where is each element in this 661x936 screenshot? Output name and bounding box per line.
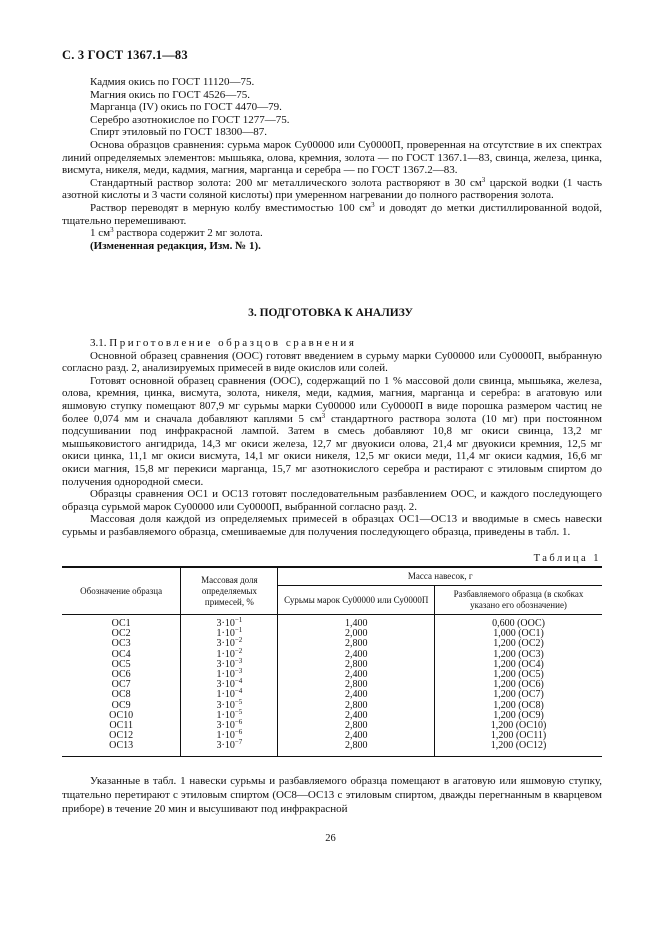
reagent-item: Кадмия окись по ГОСТ 11120—75. — [90, 76, 255, 88]
header-sample: Обозначение образца — [62, 567, 181, 615]
paragraph-mass-fraction: Массовая доля каждой из определяемых примесей в образцах ОС1—ОС13 и вводимые в смесь навески сурьмы и разбавляемого образца, смешиваемые для получения последующего образца, приведены в табл. 1. — [62, 513, 602, 538]
fraction-exponent: −4 — [234, 677, 243, 686]
cell-antimony-mass: 2,800 — [278, 680, 435, 690]
subsection-number: 3.1. — [90, 337, 110, 349]
text-fragment: стандартного раствора золота (10 мг) при постоянном подсушивании под инфракрасной лампой. Затем в смесь добавляют 10,8 мг окиси свинца, 13,2 мг мышьяковистого ангидрида, 14,3 мг окиси железа, 12,7 мг двуокиси олова, 21,4 мг двуокиси кремния, 12,5 мг окиси цинка, 11,1 мг окиси висмута, 14,1 мг окиси никеля, 12,5 мг окиси меди, 11,4 мг окиси кадмия, 16,6 мг окиси магния, 15,8 мг перекиси марганца, 15,7 мг азотнокислого серебра и растирают с этиловым спиртом до получения однородной смеси. — [62, 412, 602, 488]
fraction-mantissa: 1·10 — [216, 730, 235, 742]
header-antimony: Сурьмы марок Су00000 или Су0000П — [278, 586, 435, 615]
cell-sample: ОС9 — [62, 701, 181, 711]
fraction-exponent: −6 — [234, 718, 243, 727]
fraction-mantissa: 1·10 — [216, 689, 235, 701]
cell-antimony-mass: 2,800 — [278, 639, 435, 649]
paragraph-comparison-base: Основа образцов сравнения: сурьма марок Су00000 или Су0000П, проверенная на отсутствие в их спектрах линий определяемых элементов: мышьяка, олова, кремния, золота — по ГОСТ 1367.1—83, свинца, железа, цинка, висмута, никеля, меди, кадмия, магния, марганца и серебра — по ГОСТ 1367.2—83. — [62, 138, 602, 177]
page-header: С. 3 ГОСТ 1367.1—83 — [62, 48, 188, 62]
cell-sample: ОС1 — [62, 615, 181, 630]
fraction-mantissa: 3·10 — [216, 740, 235, 752]
amendment-note: (Измененная редакция, Изм. № 1). — [90, 239, 261, 252]
fraction-exponent: −3 — [234, 667, 243, 676]
paragraph-gold-solution — [62, 177, 602, 202]
cell-sample: ОС5 — [62, 660, 181, 670]
fraction-exponent: −3 — [234, 656, 243, 665]
superscript: 3 — [110, 226, 114, 235]
cell-antimony-mass: 2,400 — [278, 670, 435, 680]
cell-diluted-mass: 1,200 (ОС10) — [490, 720, 547, 732]
section-3-body — [62, 337, 602, 539]
fraction-exponent: −5 — [234, 707, 243, 716]
cell-diluted-mass: 1,200 (ОС3) — [493, 648, 544, 660]
paragraph-after-table — [62, 774, 602, 817]
cell-sample: ОС11 — [62, 721, 181, 731]
header-mass-group: Масса навесок, г — [278, 567, 602, 586]
reagent-item: Серебро азотнокислое по ГОСТ 1277—75. — [90, 113, 290, 126]
cell-diluted-mass: 1,200 (ОС2) — [493, 638, 544, 650]
text-fragment: Указанные в табл. 1 навески сурьмы и разбавляемого образца помещают в агатовую или яшмовую ступку, тщательно перетирают с этиловым спиртом (ОС8—ОС13 с этиловым спиртом, дважды перегнанным в кварцевом приборе) в течение 20 мин и высушивают под инфракрасной — [62, 775, 602, 816]
header-diluted: Разбавляемого образца (в скобках указано его обозначение) — [435, 586, 602, 615]
paragraph-flask — [62, 202, 602, 227]
cell-diluted-mass: 1,200 (ОС7) — [493, 689, 544, 701]
cell-diluted-mass: 0,600 (ООС) — [492, 618, 545, 629]
cell-diluted-mass: 1,200 (ОС11) — [490, 730, 547, 742]
cell-sample: ОС8 — [62, 690, 181, 700]
header-mass-fraction: Массовая доля определяемых примесей, % — [181, 567, 278, 615]
superscript: 3 — [371, 200, 375, 209]
paragraph-dilution: Образцы сравнения ОС1 и ОС13 готовят последовательным разбавлением ООС, и каждого последующего образца сурьмой марок Су00000 или Су0000П, выбранной согласно разд. 2. — [62, 488, 602, 513]
fraction-mantissa: 1·10 — [216, 628, 235, 640]
superscript: 3 — [481, 175, 486, 184]
cell-antimony-mass: 2,800 — [278, 721, 435, 731]
cell-sample: ОС4 — [62, 650, 181, 660]
cell-sample: ОС3 — [62, 639, 181, 649]
fraction-exponent: −1 — [234, 626, 243, 635]
table-row — [62, 615, 602, 630]
reagent-item: Марганца (IV) окись по ГОСТ 4470—79. — [90, 101, 282, 114]
cell-antimony-mass: 2,800 — [278, 701, 435, 711]
text-fragment: Раствор переводят в мерную колбу вместимостью 100 см — [90, 201, 372, 214]
cell-sample: ОС2 — [62, 629, 181, 639]
fraction-exponent: −2 — [234, 646, 243, 655]
text-fragment: царской водки (1 часть азотной кислоты и 3 части соляной кислоты) при умеренном нагревании до полного растворения золота. — [62, 176, 602, 202]
cell-antimony-mass: 2,800 — [278, 741, 435, 756]
text-fragment: Стандартный раствор золота: 200 мг металлического золота растворяют в 30 см — [90, 176, 482, 189]
cell-diluted-mass: 1,200 (ОС4) — [493, 658, 544, 670]
fraction-exponent: −2 — [234, 636, 243, 645]
cell-sample: ОС10 — [62, 711, 181, 721]
cell-diluted-mass: 1,200 (ОС6) — [493, 679, 544, 691]
fraction-mantissa: 3·10 — [216, 679, 235, 691]
cell-mass-fraction — [181, 738, 278, 756]
fraction-exponent: −4 — [234, 687, 243, 696]
cell-mass-fraction — [181, 615, 278, 630]
paragraph-prepare — [62, 375, 602, 488]
text-fragment: Готовят основной образец сравнения (ООС), содержащий по 1 % массовой доли свинца, мышьяка, железа, олова, кремния, цинка, висмута, золота, никеля, меди, кадмия, магния, марганца и серебра: в агатовую или яшмовую ступку помещают 807,9 мг сурьмы марки Су00000 или Су0000П в виде порошка размером частиц не более 0,074 мм и сначала добавляют каплями 5 см — [62, 374, 602, 425]
cell-antimony-mass: 2,400 — [278, 731, 435, 741]
fraction-mantissa: 3·10 — [216, 638, 235, 650]
fraction-mantissa: 3·10 — [216, 699, 235, 711]
cell-sample: ОС6 — [62, 670, 181, 680]
reagent-item: Спирт этиловый по ГОСТ 18300—87. — [90, 126, 268, 139]
cell-diluted-mass: 1,000 (ОС1) — [493, 628, 544, 640]
text-fragment: раствора содержит 2 мг золота. — [113, 227, 263, 240]
fraction-mantissa: 1·10 — [216, 648, 235, 660]
subsection-heading — [62, 337, 602, 350]
cell-sample: ОС7 — [62, 680, 181, 690]
cell-antimony-mass: 2,800 — [278, 660, 435, 670]
fraction-mantissa: 3·10 — [216, 618, 235, 629]
cell-diluted-mass: 1,200 (ОС9) — [493, 709, 544, 721]
table-row — [62, 741, 602, 756]
paragraph-concentration — [62, 227, 602, 240]
cell-diluted-mass: 1,200 (ОС5) — [493, 669, 544, 681]
section-title: 3. ПОДГОТОВКА К АНАЛИЗУ — [248, 307, 413, 319]
cell-antimony-mass: 2,400 — [278, 650, 435, 660]
samples-table — [62, 566, 602, 757]
fraction-exponent: −5 — [234, 697, 243, 706]
cell-diluted-mass: 1,200 (ОС12) — [435, 741, 602, 756]
fraction-mantissa: 3·10 — [216, 720, 235, 732]
fraction-exponent: −6 — [234, 728, 243, 737]
superscript: 3 — [321, 411, 326, 420]
cell-diluted-mass: 1,200 (ОС8) — [493, 699, 544, 711]
fraction-exponent: −7 — [234, 738, 243, 747]
text-fragment: 1 см — [90, 227, 111, 240]
cell-antimony-mass: 2,400 — [278, 690, 435, 700]
fraction-mantissa: 3·10 — [216, 658, 235, 670]
fraction-exponent: −1 — [234, 616, 243, 624]
cell-antimony-mass: 1,400 — [278, 615, 435, 630]
cell-antimony-mass: 2,000 — [278, 629, 435, 639]
fraction-mantissa: 1·10 — [216, 669, 235, 681]
table-caption: Таблица 1 — [533, 553, 601, 564]
cell-sample: ОС13 — [62, 741, 181, 756]
reagents-block — [62, 76, 602, 252]
cell-sample: ОС12 — [62, 731, 181, 741]
cell-antimony-mass: 2,400 — [278, 711, 435, 721]
text-fragment: и доводят до метки дистиллированной водой, тщательно перемешивают. — [62, 201, 603, 227]
page-number: 26 — [325, 833, 336, 844]
reagent-item: Магния окись по ГОСТ 4526—75. — [90, 88, 250, 101]
fraction-mantissa: 1·10 — [216, 709, 235, 721]
paragraph-main-sample: Основной образец сравнения (ООС) готовят введением в сурьму марки Су00000 или Су0000П, выбранную согласно разд. 2, анализируемых примесей в виде окислов или солей. — [62, 349, 602, 375]
subsection-title: Приготовление образцов сравнения — [109, 337, 357, 349]
